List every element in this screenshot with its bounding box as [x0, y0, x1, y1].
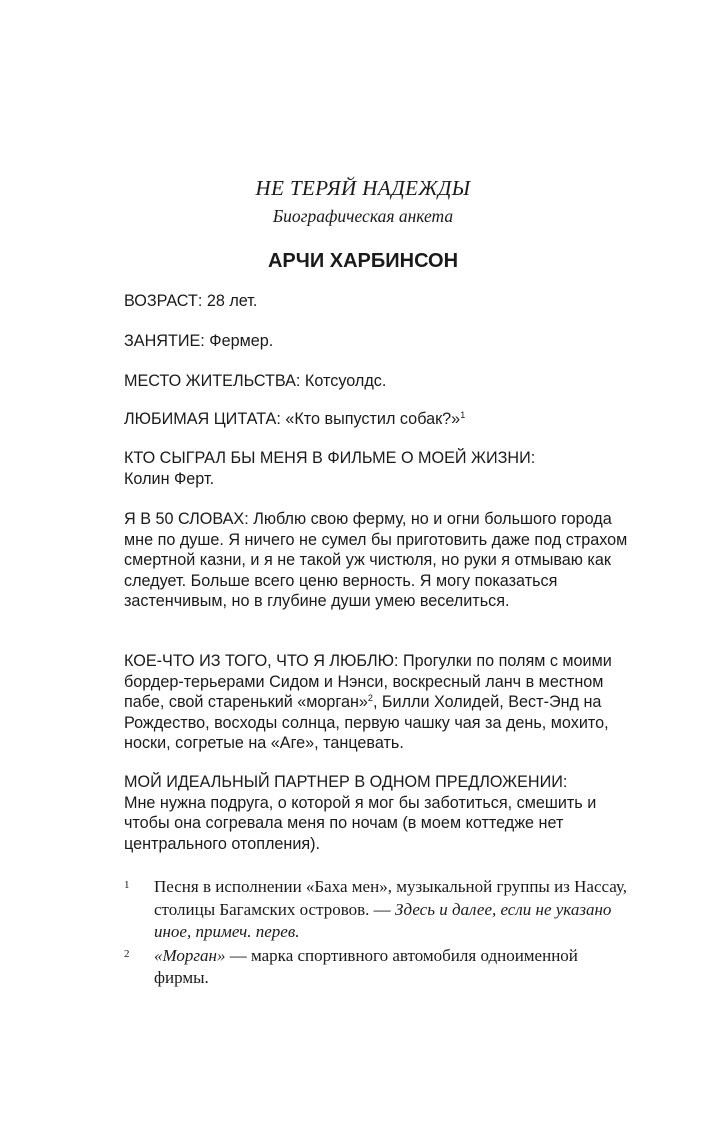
- field-fifty-words-value: Люблю свою ферму, но и огни большого города мне по душе. Я ничего не сумел бы приготовить даже под страхом смертной казни, и я не такой уж чистюля, но руки я отмываю как следует. Больше всего ценю верность. Я могу показаться застенчивым, но в глубине души умею веселиться.: [124, 510, 628, 611]
- field-occupation: [124, 331, 629, 352]
- field-likes: [124, 651, 629, 754]
- footnote-2-text: — марка спортивного автомобиля одноименной фирмы.: [154, 945, 578, 987]
- field-ideal-partner-label: МОЙ ИДЕАЛЬНЫЙ ПАРТНЕР В ОДНОМ ПРЕДЛОЖЕНИИ:: [124, 773, 568, 791]
- field-fifty-words: [124, 509, 629, 612]
- field-residence-value: Котсуолдс.: [300, 372, 387, 390]
- field-likes-value-start: Прогулки по полям с моими бордер-терьерами Сидом и Нэнси, воскресный ланч в местном пабе, свой старенький «морган»: [124, 652, 612, 712]
- footnote-1-italic: Здесь и далее, если не указано иное, примеч. перев.: [154, 899, 612, 941]
- field-age-value: 28 лет.: [202, 292, 258, 310]
- field-actor-label: КТО СЫГРАЛ БЫ МЕНЯ В ФИЛЬМЕ О МОЕЙ ЖИЗНИ:: [124, 449, 536, 467]
- footnote-2-number: 2: [124, 947, 130, 960]
- questionnaire-subtitle: Биографическая анкета: [272, 206, 454, 226]
- field-age: [124, 291, 629, 312]
- footnotes: [124, 876, 634, 991]
- field-ideal-partner-value: Мне нужна подруга, о которой я мог бы заботиться, смешить и чтобы она согревала меня по ночам (в моем коттедже нет центрального отопления).: [124, 793, 597, 853]
- footnote-ref-1[interactable]: 1: [460, 410, 466, 420]
- field-likes-value-end: , Билли Холидей, Вест-Энд на Рождество, восходы солнца, первую чашку чая за день, мохито, носки, согретые на «Аге», танцевать.: [124, 693, 609, 753]
- footnote-ref-2[interactable]: 2: [367, 693, 373, 704]
- field-quote-value: «Кто выпустил собак?»: [280, 410, 461, 428]
- field-fifty-words-label: Я В 50 СЛОВАХ:: [124, 510, 249, 528]
- footnote-1-text: Песня в исполнении «Баха мен», музыкальной группы из Нассау, столицы Багамских островов. —: [154, 877, 628, 919]
- field-quote-label: ЛЮБИМАЯ ЦИТАТА:: [124, 410, 281, 428]
- field-residence-label: МЕСТО ЖИТЕЛЬСТВА:: [124, 372, 301, 390]
- field-occupation-label: ЗАНЯТИЕ:: [124, 332, 205, 350]
- field-actor-value: Колин Ферт.: [124, 469, 215, 488]
- field-actor: [124, 448, 629, 489]
- footnote-1-number: 1: [124, 879, 130, 891]
- footnote-2: [124, 945, 634, 990]
- footnote-2-italic: «Морган»: [154, 945, 226, 965]
- questionnaire-title: НЕ ТЕРЯЙ НАДЕЖДЫ: [255, 176, 471, 200]
- field-residence: [124, 371, 629, 392]
- person-name: АРЧИ ХАРБИНСОН: [267, 250, 459, 272]
- field-quote: [124, 409, 629, 430]
- field-ideal-partner: [124, 772, 629, 854]
- field-likes-label: КОЕ-ЧТО ИЗ ТОГО, ЧТО Я ЛЮБЛЮ:: [124, 652, 399, 670]
- footnote-1: [124, 876, 634, 944]
- field-occupation-value: Фермер.: [204, 332, 274, 350]
- field-age-label: ВОЗРАСТ:: [124, 292, 203, 310]
